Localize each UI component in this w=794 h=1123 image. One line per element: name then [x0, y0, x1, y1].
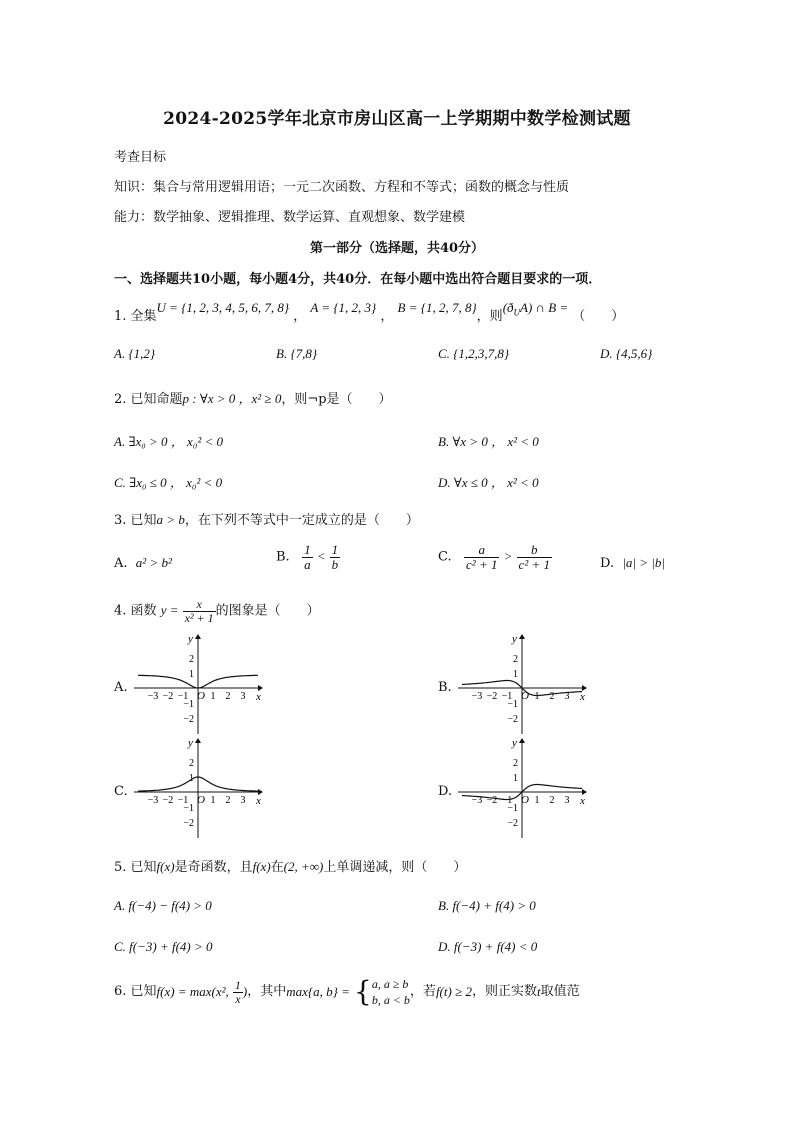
q4-func-lhs: y = — [160, 602, 179, 618]
q3-label-d: D. — [600, 556, 615, 571]
objectives-knowledge: 知识：集合与常用逻辑用语；一元二次函数、方程和不等式；函数的概念与性质 — [114, 180, 570, 195]
graph-c-ytick: −1 — [183, 803, 194, 814]
graph-c-x-label: x — [256, 795, 261, 807]
graph-c-ytick: −2 — [183, 818, 194, 829]
graph-b-xtick: −2 — [486, 691, 498, 702]
graph-a-origin-label: O — [197, 690, 205, 702]
graph-a-xtick: −1 — [177, 691, 189, 702]
graph-d-x-label: x — [580, 795, 585, 807]
q6-def-end: ) — [242, 984, 248, 999]
q5-f: f(x) — [156, 859, 175, 874]
q5-option-d: D. f(−3) + f(4) < 0 — [438, 939, 538, 954]
graph-b-ytick: 1 — [513, 669, 518, 680]
q6-frac-den: x — [235, 991, 241, 1006]
objectives-heading: 考查目标 — [114, 150, 167, 165]
q1-prefix: 1. 全集 — [114, 309, 157, 324]
graph-c-ytick: 2 — [189, 758, 194, 769]
q3-prefix: 3. 已知 — [114, 513, 157, 528]
q2-option-d: D. ∀x ≤ 0 ， x² < 0 — [438, 475, 539, 490]
q3-b-den2: b — [331, 556, 339, 572]
q2-prefix: 2. 已知命题 — [114, 392, 183, 407]
graph-b-origin-label: O — [521, 690, 529, 702]
q6-case-1: a, a ≥ b — [371, 977, 409, 991]
question-6 — [114, 976, 580, 1008]
q4-prefix: 4. 函数 — [114, 603, 157, 619]
q3-ask: ，在下列不等式中一定成立的是（ ） — [184, 513, 419, 528]
q6-mid: ，其中 — [247, 984, 287, 999]
graph-a-xtick: 1 — [210, 691, 216, 702]
q3-cond: a > b — [156, 512, 185, 527]
graph-b-y-label: y — [512, 633, 517, 645]
q3-label-c: C. — [438, 549, 452, 565]
q3-c-num1: a — [464, 543, 499, 558]
q3-c-op: > — [503, 548, 513, 564]
q5-prefix: 5. 已知 — [114, 860, 157, 875]
q3-b-num2: 1 — [331, 542, 339, 557]
objectives-ability: 能力：数学抽象、逻辑推理、数学运算、直观想象、数学建模 — [114, 210, 466, 225]
q5-mid2: 在 — [270, 860, 284, 875]
q3-c-num2: b — [517, 543, 552, 558]
q5-option-a: A. f(−4) − f(4) > 0 — [114, 898, 212, 913]
q4-num: x — [183, 598, 216, 612]
q3-c-den1: c² + 1 — [466, 556, 498, 572]
section1-heading: 一、选择题共10小题，每小题4分，共40分．在每小题中选出符合题目要求的一项． — [114, 272, 602, 287]
q6-maxdef: max{a, b} = — [286, 984, 350, 999]
question-3 — [114, 509, 419, 528]
q6-brace-icon: { — [353, 975, 372, 1008]
q3-label-b: B. — [276, 549, 290, 565]
graph-a-x-label: x — [256, 691, 261, 703]
q1-expr-rest: A) ∩ B = — [520, 300, 569, 315]
graph-b-ytick: −1 — [507, 699, 518, 710]
graph-b-xtick: 3 — [564, 691, 570, 702]
graph-c-y-arrow-icon — [195, 738, 201, 743]
graph-c-y-label: y — [188, 737, 193, 749]
q1-expr: (ð — [502, 300, 514, 315]
question-4 — [114, 598, 320, 624]
q3-option-d-expr: |a| > |b| — [622, 555, 665, 570]
graph-a-y-label: y — [188, 633, 193, 645]
q3-b-num1: 1 — [304, 542, 311, 557]
q6-case-2: b, a < b — [371, 993, 410, 1007]
graph-b-xtick: 2 — [549, 691, 555, 702]
q1-set-b: B = {1, 2, 7, 8} — [397, 300, 477, 315]
graph-d-ytick: −1 — [507, 803, 518, 814]
q2-option-b: B. ∀x > 0 ， x² < 0 — [438, 434, 539, 449]
q6-cond: f(t) ≥ 2 — [435, 984, 472, 999]
q4-label-d: D. — [438, 784, 453, 799]
q6-def: f(x) = max(x², — [156, 984, 229, 999]
graph-d-ytick: 1 — [513, 773, 518, 784]
q3-label-a: A. — [114, 556, 128, 571]
q1-set-a: A = {1, 2, 3} — [310, 300, 377, 315]
graph-c-xtick: −3 — [147, 795, 159, 806]
graph-d-xtick: −1 — [501, 795, 513, 806]
graph-d-xtick: 2 — [549, 795, 555, 806]
graph-b-ytick: −2 — [507, 714, 518, 725]
q2-prop: p : ∀x > 0 ， — [182, 391, 252, 406]
q5-ask: 上单调递减，则（ ） — [323, 860, 467, 875]
q3-b-op: < — [316, 548, 326, 564]
question-2 — [114, 388, 392, 407]
graph-a-ytick: 1 — [189, 669, 194, 680]
graph-b-y-arrow-icon — [519, 634, 525, 639]
q3-option-d — [600, 555, 665, 571]
q1-expr-sub: U — [513, 307, 521, 318]
graph-a-y-arrow-icon — [195, 634, 201, 639]
graph-a-xtick: 2 — [225, 691, 231, 702]
graph-d-y-label: y — [512, 737, 517, 749]
graph-c-origin-label: O — [197, 794, 205, 806]
q5-option-c: C. f(−3) + f(4) > 0 — [114, 939, 213, 954]
part1-heading: 第一部分（选择题，共40分） — [309, 241, 485, 256]
graph-d-xtick: 1 — [534, 795, 540, 806]
graph-c-xtick: −2 — [162, 795, 174, 806]
graph-d-origin-label: O — [521, 794, 529, 806]
q3-option-c — [438, 543, 552, 571]
q2-option-c: C. ∃x₀ ≤ 0 ， x₀² < 0 — [114, 475, 223, 490]
graph-b-xtick: −1 — [501, 691, 513, 702]
graph-c-ytick: 1 — [189, 773, 194, 784]
graph-a — [132, 632, 268, 736]
q6-tail-2: ，则正实数 — [471, 984, 537, 999]
q2-option-a: A. ∃x₀ > 0 ， x₀² < 0 — [114, 434, 224, 449]
graph-b-ytick: 2 — [513, 654, 518, 665]
q3-option-b — [276, 543, 340, 571]
graph-a-xtick: 3 — [240, 691, 246, 702]
graph-c-xtick: 1 — [210, 795, 216, 806]
q2-ask: ，则¬p是（ ） — [281, 392, 392, 407]
q2-cond: x² ≥ 0 — [251, 391, 282, 406]
q3-option-a-expr: a² > b² — [135, 555, 172, 570]
graph-b — [456, 632, 592, 736]
page-title: 2024-2025学年北京市房山区高一上学期期中数学检测试题 — [163, 109, 631, 129]
q4-den: x² + 1 — [184, 610, 214, 625]
graph-b-x-label: x — [580, 691, 585, 703]
graph-c-xtick: 3 — [240, 795, 246, 806]
q6-tail-1: ，若 — [409, 984, 436, 999]
graph-c-xtick: 2 — [225, 795, 231, 806]
q5-option-b: B. f(−4) + f(4) > 0 — [438, 898, 536, 913]
question-5 — [114, 856, 466, 875]
graph-c-xtick: −1 — [177, 795, 189, 806]
q1-option-b: B. {7,8} — [276, 346, 318, 361]
question-1: 1. 全集U = {1, 2, 3, 4, 5, 6, 7, 8} ， A = {1, 2, 3} ， B = {1, 2, 7, 8}，则$(ð_UA)$ ∩ B = （ ） — [114, 300, 625, 324]
graph-a-ytick: −2 — [183, 714, 194, 725]
q1-option-a: A. {1,2} — [114, 346, 156, 361]
q5-f2: f(x) — [252, 859, 271, 874]
q1-paren: （ ） — [572, 309, 625, 324]
graph-c — [132, 736, 268, 840]
graph-b-xtick: −3 — [471, 691, 483, 702]
graph-a-xtick: −2 — [162, 691, 174, 702]
graph-d-xtick: −2 — [486, 795, 498, 806]
graph-d-xtick: 3 — [564, 795, 570, 806]
q1-option-d: D. {4,5,6} — [600, 346, 653, 361]
q1-set-u: U = {1, 2, 3, 4, 5, 6, 7, 8} — [156, 300, 290, 315]
graph-d-ytick: 2 — [513, 758, 518, 769]
q4-label-c: C. — [114, 784, 128, 799]
q3-option-a — [114, 555, 172, 571]
q6-prefix: 6. 已知 — [114, 984, 157, 999]
q3-b-den1: a — [304, 556, 311, 572]
q6-var: t — [536, 984, 541, 999]
graph-d — [456, 736, 592, 840]
graph-d-ytick: −2 — [507, 818, 518, 829]
q4-label-a: A. — [114, 680, 128, 695]
q5-mid1: 是奇函数，且 — [174, 860, 253, 875]
q3-c-den2: c² + 1 — [518, 556, 550, 572]
graph-b-xtick: 1 — [534, 691, 540, 702]
q4-label-b: B. — [438, 680, 452, 695]
graph-d-y-arrow-icon — [519, 738, 525, 743]
graph-a-ytick: 2 — [189, 654, 194, 665]
graph-d-xtick: −3 — [471, 795, 483, 806]
q6-tail-3: 取值范 — [540, 984, 580, 999]
q1-option-c: C. {1,2,3,7,8} — [438, 346, 510, 361]
graph-a-ytick: −1 — [183, 699, 194, 710]
q6-frac-num: 1 — [234, 977, 241, 992]
graph-a-xtick: −3 — [147, 691, 159, 702]
q4-ask: 的图象是（ ） — [215, 603, 320, 619]
q5-interval: (2, +∞) — [283, 859, 324, 874]
q1-ask: 则 — [489, 309, 503, 324]
